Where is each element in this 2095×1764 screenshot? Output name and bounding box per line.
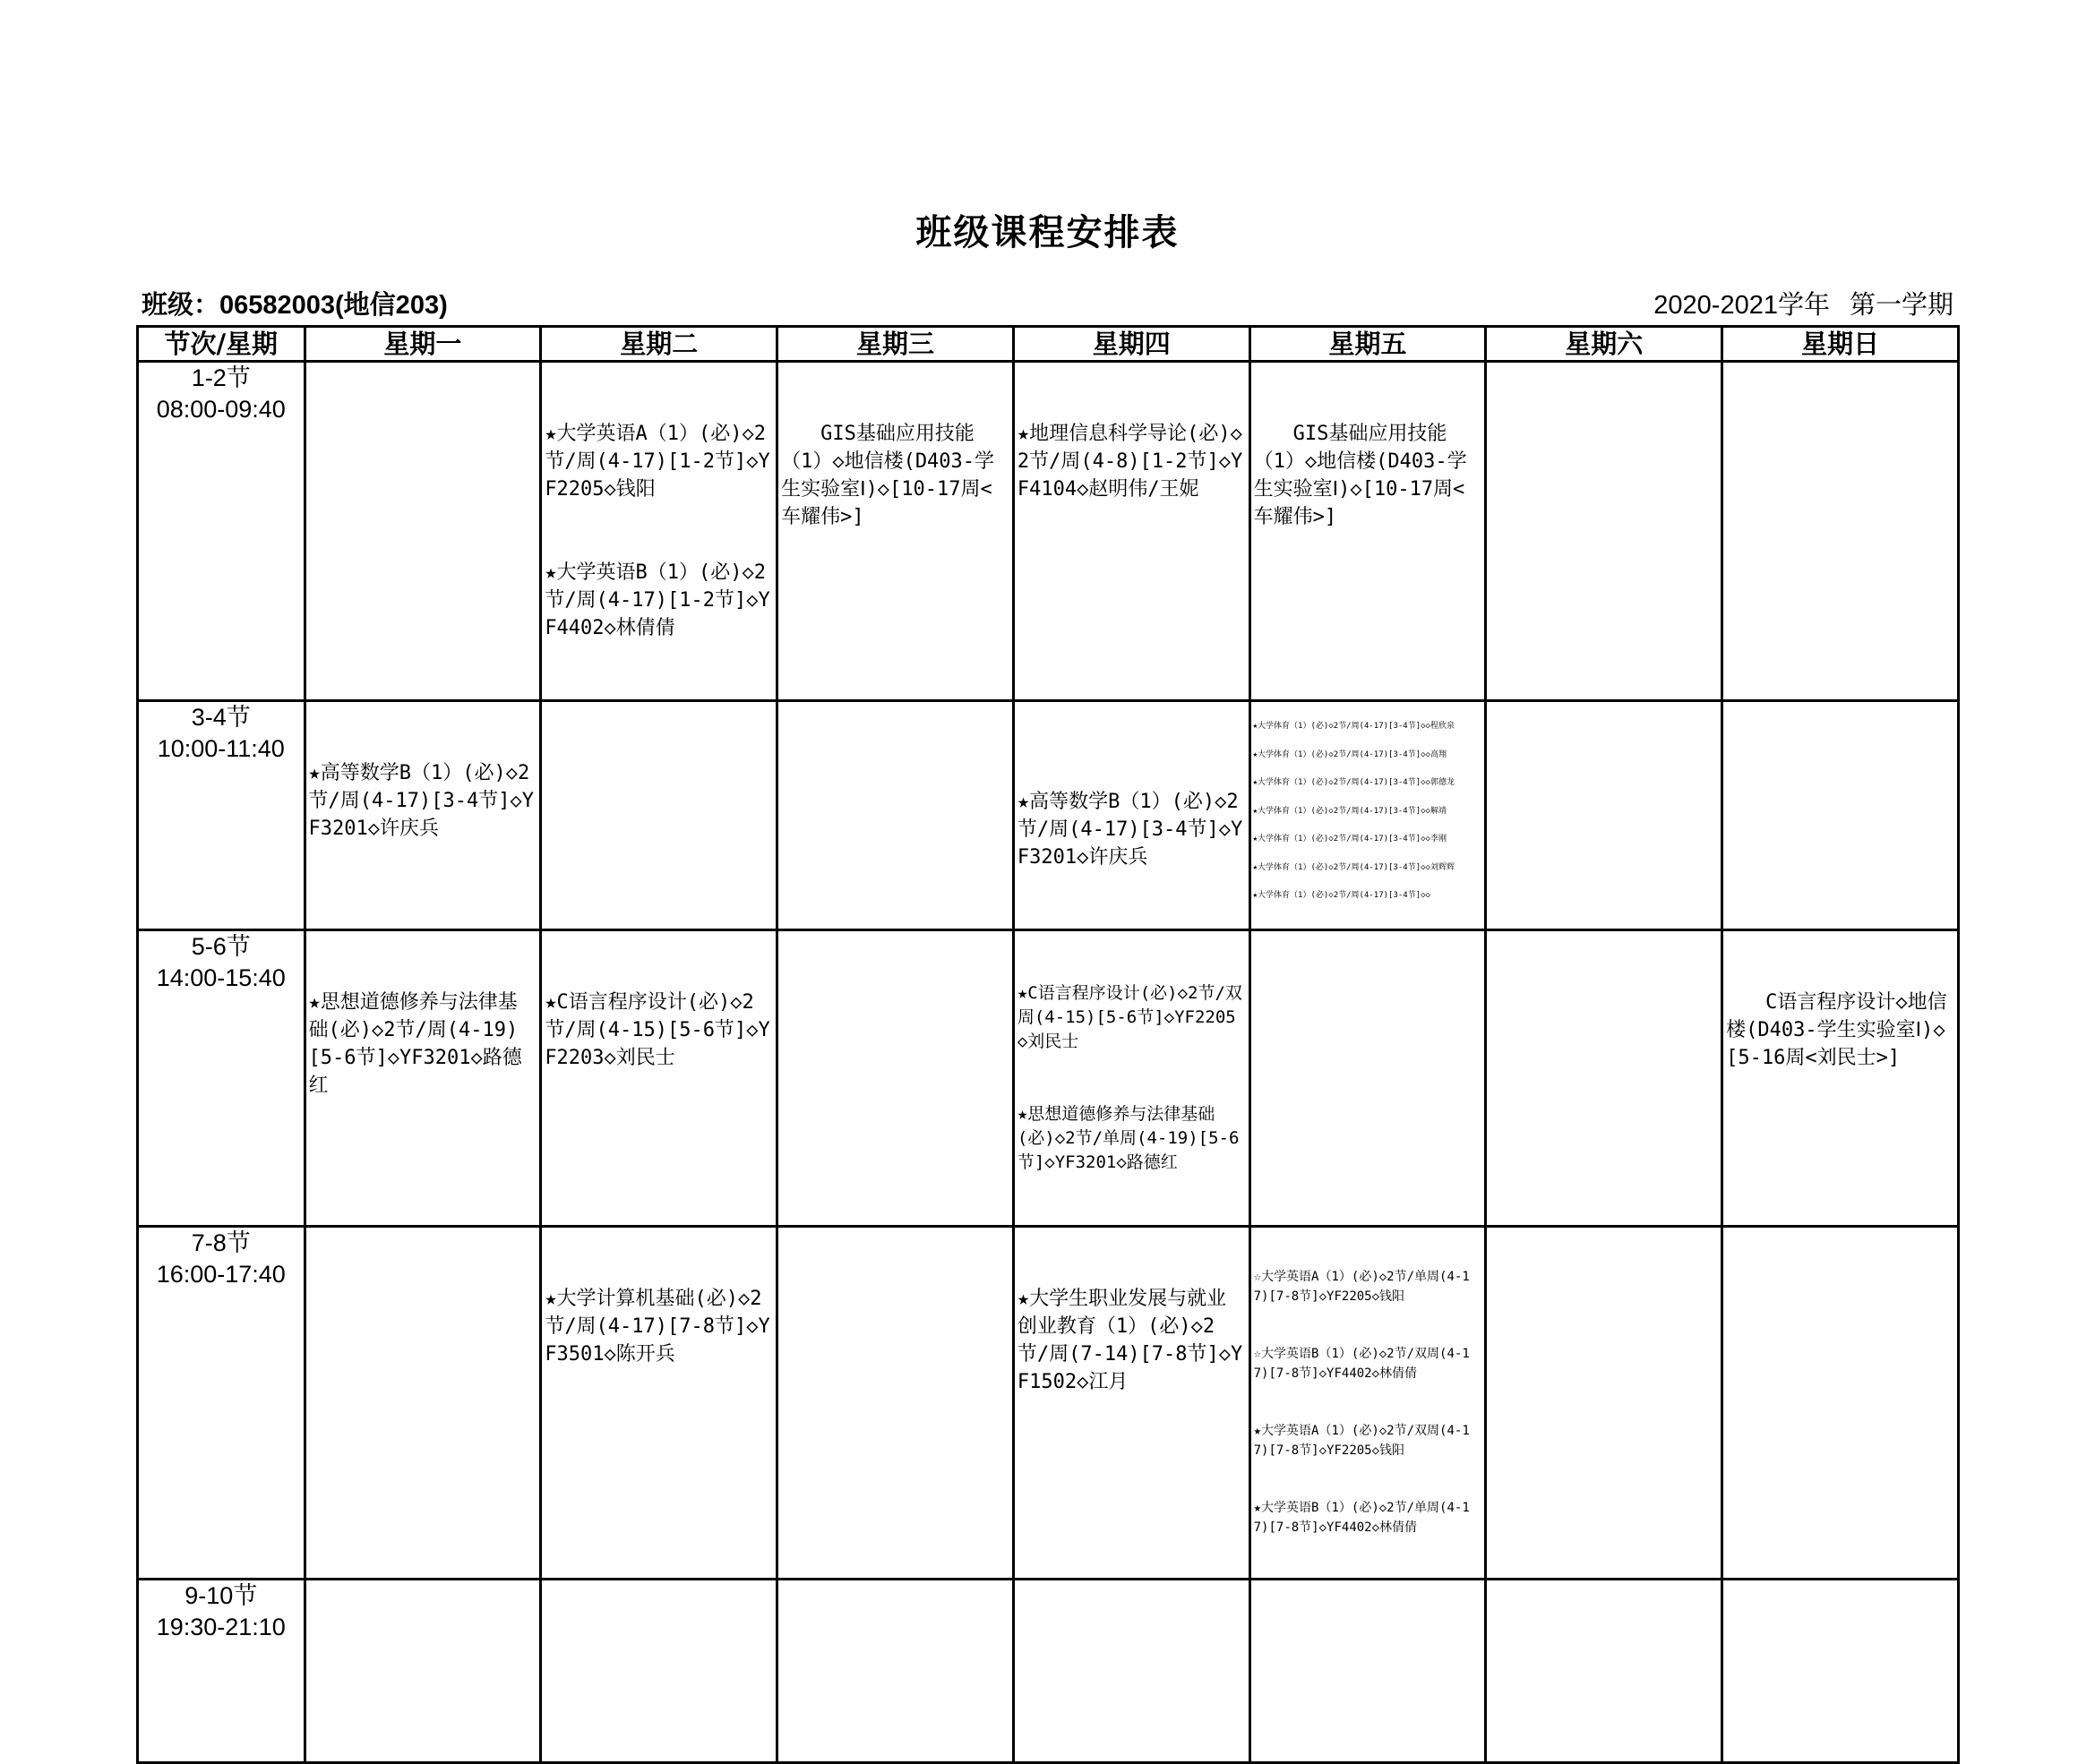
- course-entry: GIS基础应用技能（1）◇地信楼(D403-学生实验室Ⅰ)◇[10-17周<车耀伟>]: [1253, 423, 1467, 528]
- course-cell-sat-4: [1486, 1227, 1722, 1580]
- schedule-row: [138, 930, 1959, 1227]
- course-cell-sun-4: [1722, 1227, 1959, 1580]
- course-entry: ★大学英语A（1）(必)◇2节/双周(4-17)[7-8节]◇YF2205◇钱阳: [1253, 1424, 1470, 1458]
- course-cell-tue-3: [541, 930, 777, 1227]
- schedule-row: [138, 1580, 1959, 1763]
- term-info: [1653, 285, 1953, 321]
- course-cell-wed-3: [777, 930, 1014, 1227]
- schedule-row: [138, 1227, 1959, 1580]
- header-friday: 星期五: [1249, 327, 1486, 362]
- course-entry: ★大学英语B（1）(必)◇2节/周(4-17)[1-2节]◇YF4402◇林倩倩: [545, 561, 770, 639]
- course-entry: ★大学计算机基础(必)◇2节/周(4-17)[7-8节]◇YF3501◇陈开兵: [545, 1288, 770, 1366]
- course-cell-fri-2: [1249, 701, 1486, 930]
- course-entry: ★大学体育（1）(必)◇2节/周(4-17)[3-4节]◇◇李刚: [1252, 835, 1447, 843]
- course-entry: ★大学体育（1）(必)◇2节/周(4-17)[3-4节]◇◇程欣泉: [1252, 722, 1455, 731]
- header-sunday: 星期日: [1722, 327, 1959, 362]
- course-cell-sun-5: [1722, 1580, 1959, 1763]
- course-cell-mon-2: [305, 701, 541, 930]
- course-entry: ★大学体育（1）(必)◇2节/周(4-17)[3-4节]◇◇高翔: [1252, 749, 1447, 759]
- period-time: 08:00-09:40: [156, 396, 286, 423]
- course-cell-mon-5: [305, 1580, 541, 1763]
- course-cell-mon-3: [305, 930, 541, 1227]
- period-name: 1-2节: [191, 364, 251, 391]
- course-entry: GIS基础应用技能（1）◇地信楼(D403-学生实验室Ⅰ)◇[10-17周<车耀伟>]: [781, 423, 995, 528]
- course-cell-fri-5: [1249, 1580, 1486, 1763]
- academic-year: 2020-2021学年: [1653, 291, 1830, 320]
- course-cell-sun-1: [1722, 362, 1959, 701]
- period-name: 5-6节: [191, 933, 251, 960]
- period-cell: [138, 930, 305, 1227]
- header-saturday: 星期六: [1486, 327, 1722, 362]
- course-entry: ★大学英语A（1）(必)◇2节/周(4-17)[1-2节]◇YF2205◇钱阳: [545, 423, 770, 501]
- course-cell-wed-4: [777, 1227, 1014, 1580]
- course-cell-thu-2: [1013, 701, 1249, 930]
- period-name: 3-4节: [191, 704, 251, 731]
- course-entry: ★大学体育（1）(必)◇2节/周(4-17)[3-4节]◇◇解靖: [1252, 806, 1447, 816]
- course-cell-wed-2: [777, 701, 1014, 930]
- period-time: 10:00-11:40: [157, 735, 285, 762]
- course-entry: ★大学体育（1）(必)◇2节/周(4-17)[3-4节]◇◇郭德龙: [1252, 778, 1455, 787]
- schedule-row: [138, 701, 1959, 930]
- page-title: 班级课程安排表: [915, 212, 1180, 253]
- header-row: [138, 327, 1959, 362]
- course-entry: ★高等数学B（1）(必)◇2节/周(4-17)[3-4节]◇YF3201◇许庆兵: [1017, 791, 1243, 869]
- course-entry: ★思想道德修养与法律基础(必)◇2节/单周(4-19)[5-6节]◇YF3201◇路德红: [1017, 1104, 1240, 1172]
- period-cell: [138, 362, 305, 701]
- period-name: 9-10节: [185, 1582, 258, 1609]
- course-entry: ★大学体育（1）(必)◇2节/周(4-17)[3-4节]◇◇: [1252, 891, 1430, 900]
- header-period: 节次/星期: [138, 327, 305, 362]
- course-cell-thu-3: [1013, 930, 1249, 1227]
- course-cell-wed-5: [777, 1580, 1014, 1763]
- course-entry: ★思想道德修养与法律基础(必)◇2节/周(4-19)[5-6节]◇YF3201◇路德红: [308, 991, 522, 1097]
- course-cell-sat-1: [1486, 362, 1722, 701]
- course-entry: ★地理信息科学导论(必)◇2节/周(4-8)[1-2节]◇YF4104◇赵明伟/王妮: [1017, 423, 1243, 501]
- period-cell: [138, 1227, 305, 1580]
- course-cell-tue-1: [541, 362, 777, 701]
- course-entry: ★大学体育（1）(必)◇2节/周(4-17)[3-4节]◇◇刘辉辉: [1252, 862, 1455, 872]
- schedule-row: [138, 362, 1959, 701]
- course-entry: ★C语言程序设计(必)◇2节/双周(4-15)[5-6节]◇YF2205◇刘民士: [1017, 983, 1242, 1051]
- course-cell-mon-4: [305, 1227, 541, 1580]
- course-cell-sun-2: [1722, 701, 1959, 930]
- course-entry: C语言程序设计◇地信楼(D403-学生实验室Ⅰ)◇[5-16周<刘民士>]: [1726, 991, 1947, 1069]
- course-cell-thu-1: [1013, 362, 1249, 701]
- course-cell-tue-4: [541, 1227, 777, 1580]
- period-time: 14:00-15:40: [156, 964, 286, 991]
- course-cell-tue-5: [541, 1580, 777, 1763]
- course-cell-fri-4: [1249, 1227, 1486, 1580]
- course-cell-sat-5: [1486, 1580, 1722, 1763]
- course-cell-sat-2: [1486, 701, 1722, 930]
- class-label: 班级：06582003(地信203): [142, 291, 448, 320]
- period-cell: [138, 1580, 305, 1763]
- course-cell-tue-2: [541, 701, 777, 930]
- course-entry: ★大学英语B（1）(必)◇2节/单周(4-17)[7-8节]◇YF4402◇林倩倩: [1253, 1501, 1470, 1535]
- course-cell-thu-4: [1013, 1227, 1249, 1580]
- course-cell-mon-1: [305, 362, 541, 701]
- course-entry: ★大学生职业发展与就业创业教育（1）(必)◇2节/周(7-14)[7-8节]◇YF1502◇江月: [1017, 1288, 1243, 1393]
- course-cell-fri-1: [1249, 362, 1486, 701]
- course-cell-sun-3: [1722, 930, 1959, 1227]
- course-cell-thu-5: [1013, 1580, 1249, 1763]
- header-monday: 星期一: [305, 327, 541, 362]
- course-entry: ★C语言程序设计(必)◇2节/周(4-15)[5-6节]◇YF2203◇刘民士: [545, 991, 770, 1069]
- period-time: 16:00-17:40: [156, 1261, 286, 1288]
- header-thursday: 星期四: [1013, 327, 1249, 362]
- course-cell-wed-1: [777, 362, 1014, 701]
- period-time: 19:30-21:10: [156, 1614, 286, 1640]
- header-tuesday: 星期二: [541, 327, 777, 362]
- course-entry: ☆大学英语B（1）(必)◇2节/双周(4-17)[7-8节]◇YF4402◇林倩倩: [1253, 1347, 1470, 1381]
- period-name: 7-8节: [191, 1229, 251, 1256]
- course-entry: ★高等数学B（1）(必)◇2节/周(4-17)[3-4节]◇YF3201◇许庆兵: [308, 762, 534, 840]
- schedule-table: [136, 325, 1960, 1764]
- period-cell: [138, 701, 305, 930]
- course-cell-fri-3: [1249, 930, 1486, 1227]
- semester: 第一学期: [1849, 291, 1953, 320]
- course-entry: ☆大学英语A（1）(必)◇2节/单周(4-17)[7-8节]◇YF2205◇钱阳: [1253, 1270, 1470, 1304]
- course-cell-sat-3: [1486, 930, 1722, 1227]
- header-wednesday: 星期三: [777, 327, 1014, 362]
